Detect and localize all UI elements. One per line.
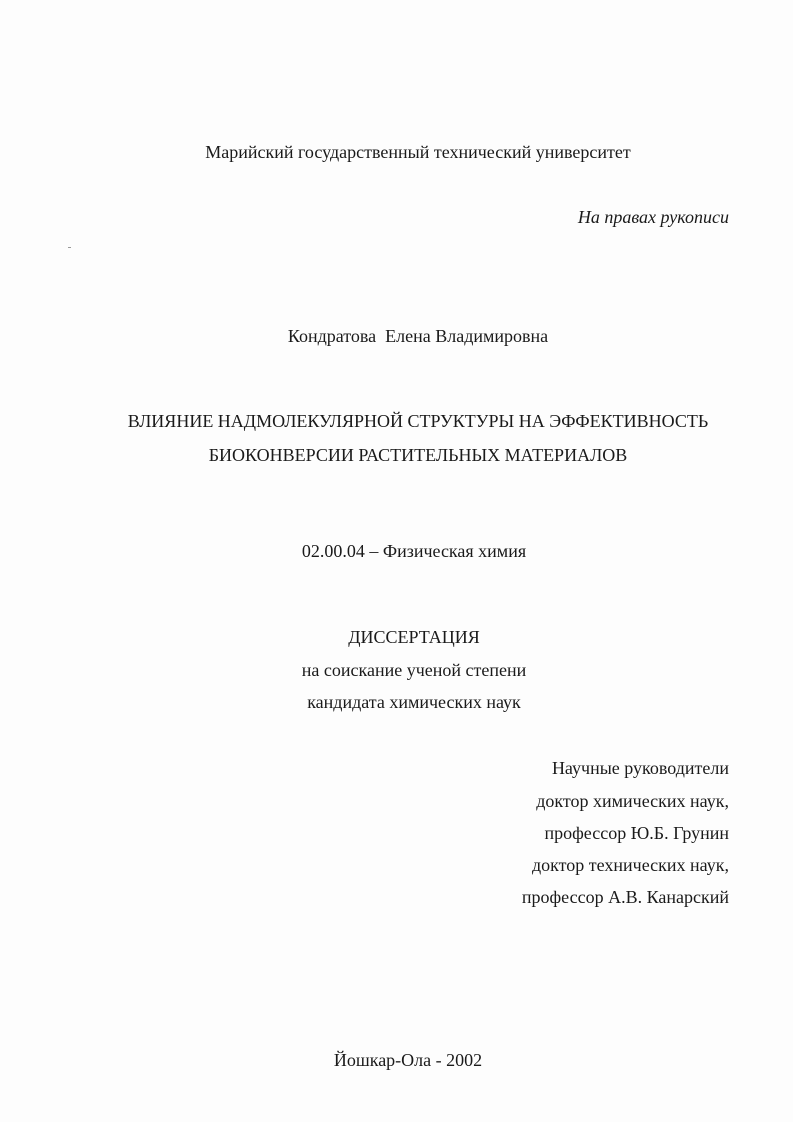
manuscript-note: На правах рукописи xyxy=(577,207,729,227)
degree-line-2: кандидата химических наук xyxy=(307,692,521,712)
supervisors-heading: Научные руководители xyxy=(551,758,729,778)
scan-speck xyxy=(68,247,71,248)
degree-line-1: на соискание ученой степени xyxy=(301,660,527,680)
supervisor-1-degree: доктор химических наук, xyxy=(536,791,729,811)
work-type: ДИССЕРТАЦИЯ xyxy=(348,627,480,647)
supervisor-1-name: профессор Ю.Б. Грунин xyxy=(544,823,729,843)
specialty: 02.00.04 – Физическая химия xyxy=(301,541,527,561)
author-name: Кондратова Елена Владимировна xyxy=(287,326,549,346)
university-name: Марийский государственный технический университет xyxy=(205,142,631,162)
place-year: Йошкар-Ола - 2002 xyxy=(333,1050,483,1070)
supervisor-2-degree: доктор технических наук, xyxy=(532,855,729,875)
thesis-title-line-1: ВЛИЯНИЕ НАДМОЛЕКУЛЯРНОЙ СТРУКТУРЫ НА ЭФФЕКТИВНОСТЬ xyxy=(127,411,709,431)
thesis-title-line-2: БИОКОНВЕРСИИ РАСТИТЕЛЬНЫХ МАТЕРИАЛОВ xyxy=(208,445,628,465)
supervisor-2-name: профессор А.В. Канарский xyxy=(521,887,729,907)
